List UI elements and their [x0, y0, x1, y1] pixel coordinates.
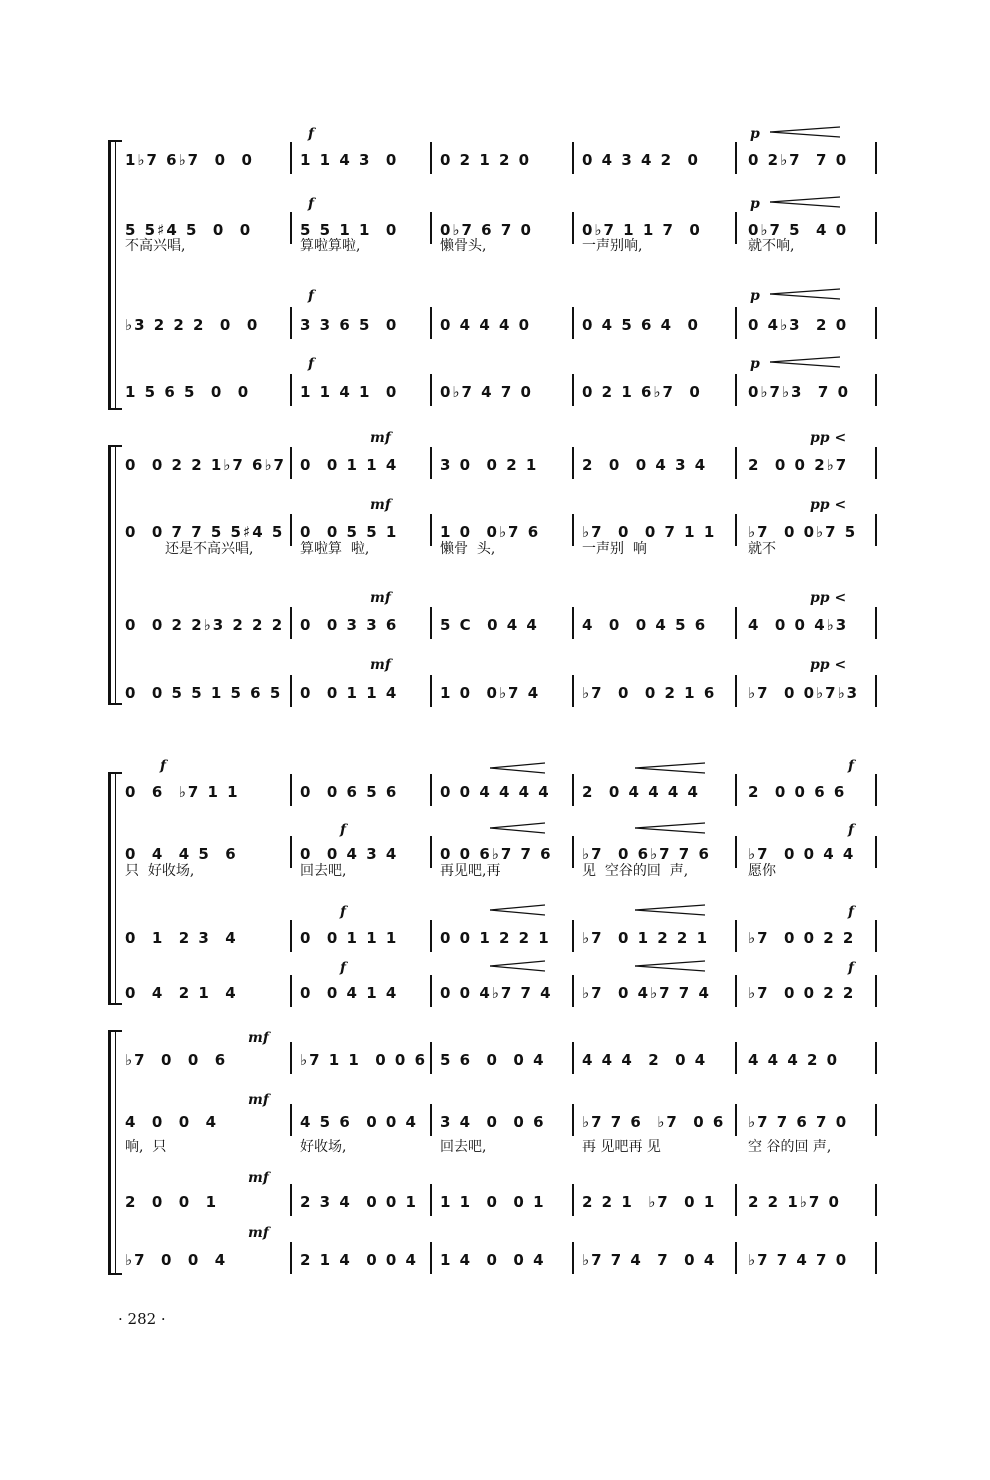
bar-line	[875, 374, 877, 406]
measure: 0 0 1 2 2 1	[440, 929, 551, 947]
measure: 4 5 6 0 0 4	[300, 1113, 418, 1131]
lyric-text: 见 空谷的回 声,	[582, 863, 689, 879]
lyric-text: 就不	[748, 541, 776, 557]
bar-line	[875, 1184, 877, 1216]
measure: 0 0 7 7 5 5♯4 5	[125, 523, 285, 541]
measure: 0 0 2 2 1♭7 6♭7	[125, 456, 286, 474]
measure: 4 4 4 2 0 4	[582, 1051, 708, 1069]
measure: 2 1 4 0 0 4	[300, 1251, 418, 1269]
measure: 0 0 1 1 4	[300, 456, 399, 474]
lyrics-line	[0, 540, 990, 558]
bar-line	[290, 1184, 292, 1216]
measure: 3 3 6 5 0	[300, 316, 399, 334]
measure: 1 5 6 5 0 0	[125, 383, 251, 401]
dynamic-mark-f: f	[848, 904, 855, 920]
bar-line	[735, 1104, 737, 1136]
measure: 2 0 0 4 3 4	[582, 456, 708, 474]
voice-part-2	[0, 522, 990, 542]
measure: 3 0 0 2 1	[440, 456, 539, 474]
dynamic-mark-f: f	[308, 126, 315, 142]
bar-line	[735, 774, 737, 806]
measure: 5 C 0 4 4	[440, 616, 539, 634]
measure: 0 0 4 3 4	[300, 845, 399, 863]
lyric-text: 再 见吧再 见	[582, 1139, 661, 1155]
measure: 5 5♯4 5 0 0	[125, 221, 253, 239]
dynamic-mark-mf: mf	[370, 430, 391, 446]
measure: ♭7 0 0 4 4	[748, 845, 856, 863]
lyric-text: 空 谷的回 声,	[748, 1139, 832, 1155]
measure: ♭7 0 0 2 1 6	[582, 684, 717, 702]
measure: ♭7 0 0 7 1 1	[582, 523, 717, 541]
bar-line	[875, 142, 877, 174]
measure: 0 0 5 5 1	[300, 523, 399, 541]
lyric-text: 懒骨 头,	[440, 541, 496, 557]
bar-line	[875, 975, 877, 1007]
lyric-text: 一声别 响	[582, 541, 647, 557]
voice-part-3	[0, 615, 990, 635]
bar-line	[290, 1042, 292, 1074]
bracket-end	[108, 703, 122, 705]
bar-line	[875, 1042, 877, 1074]
bar-line	[430, 975, 432, 1007]
dynamic-mark-f: f	[308, 356, 315, 372]
measure: ♭7 0 0 2 2	[748, 984, 856, 1002]
dynamic-mark-f: f	[340, 822, 347, 838]
bar-line	[430, 1042, 432, 1074]
bar-line	[290, 447, 292, 479]
lyrics-line	[0, 862, 990, 880]
bracket-end	[108, 140, 122, 142]
lyric-text: 算啦算啦,	[300, 238, 361, 254]
bracket-end	[108, 1030, 122, 1032]
measure: ♭7 0 0 4	[125, 1251, 228, 1269]
measure: 2 0 4 4 4 4	[582, 783, 700, 801]
measure: ♭7 7 4 7 0	[748, 1251, 849, 1269]
measure: 4 0 0 4♭3	[748, 616, 849, 634]
dynamic-mark-f: f	[308, 196, 315, 212]
bar-line	[572, 1042, 574, 1074]
hairpin-icon	[635, 960, 705, 972]
dynamic-mark-mf: mf	[248, 1030, 269, 1046]
dynamic-mark-pp: pp <	[810, 497, 847, 513]
measure: 2 2 1 ♭7 0 1	[582, 1193, 717, 1211]
dynamic-mark-mf: mf	[370, 590, 391, 606]
hairpin-icon	[635, 904, 705, 916]
dynamic-mark-f: f	[848, 758, 855, 774]
lyrics-line	[0, 1138, 990, 1156]
bar-line	[735, 975, 737, 1007]
dynamic-mark-mf: mf	[248, 1092, 269, 1108]
lyric-text: 回去吧,	[440, 1139, 487, 1155]
bar-line	[430, 1242, 432, 1274]
bracket-end	[108, 445, 122, 447]
voice-part-1	[0, 150, 990, 170]
bar-line	[430, 447, 432, 479]
bar-line	[735, 607, 737, 639]
lyrics-line	[0, 237, 990, 255]
bar-line	[290, 920, 292, 952]
bar-line	[735, 920, 737, 952]
bracket-end	[108, 1273, 122, 1275]
dynamic-mark-f: f	[160, 758, 167, 774]
measure: ♭7 7 6 ♭7 0 6	[582, 1113, 726, 1131]
measure: 0 0 6♭7 7 6	[440, 845, 553, 863]
measure: ♭7 0 4♭7 7 4	[582, 984, 711, 1002]
voice-part-3	[0, 928, 990, 948]
lyric-text: 懒骨头,	[440, 238, 487, 254]
measure: 1 4 0 0 4	[440, 1251, 546, 1269]
hairpin-icon	[635, 822, 705, 834]
lyric-text: 只 好收场,	[125, 863, 195, 879]
measure: 0 0 4 4 4 4	[440, 783, 551, 801]
lyric-text: 愿你	[748, 863, 776, 879]
measure: 0 0 5 5 1 5 6 5	[125, 684, 283, 702]
measure: ♭7 0 0♭7♭3	[748, 684, 860, 702]
measure: 0♭7♭3 7 0	[748, 383, 851, 401]
lyric-text: 响, 只	[125, 1139, 167, 1155]
bar-line	[290, 607, 292, 639]
measure: ♭7 7 6 7 0	[748, 1113, 849, 1131]
system-bracket	[108, 445, 116, 705]
measure: 4 4 4 2 0	[748, 1051, 840, 1069]
page-number: · 282 ·	[118, 1310, 166, 1328]
bar-line	[430, 1104, 432, 1136]
measure: 0 0 1 1 1	[300, 929, 399, 947]
measure: 0 0 6 5 6	[300, 783, 399, 801]
bar-line	[290, 975, 292, 1007]
lyric-text: 再见吧,再	[440, 863, 501, 879]
bar-line	[430, 607, 432, 639]
bar-line	[735, 1042, 737, 1074]
bar-line	[875, 607, 877, 639]
bar-line	[430, 374, 432, 406]
measure: ♭7 0 1 2 2 1	[582, 929, 710, 947]
measure: 1 0 0♭7 4	[440, 684, 541, 702]
bar-line	[875, 675, 877, 707]
bar-line	[735, 675, 737, 707]
bar-line	[875, 774, 877, 806]
bar-line	[290, 374, 292, 406]
measure: ♭7 0 0 6	[125, 1051, 228, 1069]
dynamic-mark-pp: pp <	[810, 657, 847, 673]
bracket-end	[108, 408, 122, 410]
dynamic-mark-f: f	[340, 904, 347, 920]
measure: 0 4 2 1 4	[125, 984, 238, 1002]
measure: 0 0 4♭7 7 4	[440, 984, 553, 1002]
lyric-text: 还是不高兴唱,	[165, 541, 254, 557]
dynamic-mark-pp: pp <	[810, 590, 847, 606]
hairpin-icon	[770, 356, 840, 368]
bar-line	[290, 1104, 292, 1136]
bar-line	[430, 774, 432, 806]
bar-line	[430, 142, 432, 174]
measure: 0♭7 6 7 0	[440, 221, 533, 239]
bar-line	[572, 307, 574, 339]
voice-part-3	[0, 315, 990, 335]
bar-line	[290, 142, 292, 174]
lyric-text: 好收场,	[300, 1139, 347, 1155]
dynamic-mark-f: f	[848, 960, 855, 976]
measure: 0 2 1 6♭7 0	[582, 383, 702, 401]
voice-part-4	[0, 382, 990, 402]
bar-line	[572, 1104, 574, 1136]
bar-line	[430, 1184, 432, 1216]
hairpin-icon	[770, 196, 840, 208]
measure: ♭7 7 4 7 0 4	[582, 1251, 717, 1269]
measure: 2 0 0 1	[125, 1193, 219, 1211]
bar-line	[290, 307, 292, 339]
bar-line	[572, 142, 574, 174]
dynamic-mark-p: p	[750, 126, 760, 142]
measure: ♭7 0 0♭7 5	[748, 523, 858, 541]
measure: 0 2 1 2 0	[440, 151, 532, 169]
hairpin-icon	[490, 762, 545, 774]
dynamic-mark-f: f	[308, 288, 315, 304]
measure: 1 1 4 1 0	[300, 383, 399, 401]
measure: 0 4 3 4 2 0	[582, 151, 700, 169]
bar-line	[572, 920, 574, 952]
system-bracket	[108, 140, 116, 410]
voice-part-2	[0, 844, 990, 864]
bar-line	[875, 1242, 877, 1274]
measure: 1 1 0 0 1	[440, 1193, 546, 1211]
bar-line	[875, 920, 877, 952]
measure: 2 3 4 0 0 1	[300, 1193, 418, 1211]
dynamic-mark-p: p	[750, 356, 760, 372]
system-bracket	[108, 772, 116, 1005]
measure: 2 0 0 6 6	[748, 783, 847, 801]
measure: 5 5 1 1 0	[300, 221, 399, 239]
measure: 0 0 3 3 6	[300, 616, 399, 634]
hairpin-icon	[770, 126, 840, 138]
lyric-text: 就不响,	[748, 238, 795, 254]
dynamic-mark-p: p	[750, 196, 760, 212]
bar-line	[572, 374, 574, 406]
voice-part-1	[0, 455, 990, 475]
measure: 0 4 4 5 6	[125, 845, 238, 863]
dynamic-mark-p: p	[750, 288, 760, 304]
measure: 4 0 0 4	[125, 1113, 219, 1131]
measure: 0 0 4 1 4	[300, 984, 399, 1002]
voice-part-3	[0, 1192, 990, 1212]
voice-part-2	[0, 1112, 990, 1132]
bar-line	[290, 774, 292, 806]
lyric-text: 不高兴唱,	[125, 238, 186, 254]
measure: ♭7 1 1 0 0 6	[300, 1051, 428, 1069]
voice-part-4	[0, 983, 990, 1003]
dynamic-mark-f: f	[340, 960, 347, 976]
dynamic-mark-pp: pp <	[810, 430, 847, 446]
measure: 0 0 1 1 4	[300, 684, 399, 702]
voice-part-4	[0, 1250, 990, 1270]
hairpin-icon	[770, 288, 840, 300]
bar-line	[572, 975, 574, 1007]
measure: 2 0 0 2♭7	[748, 456, 849, 474]
bracket-end	[108, 772, 122, 774]
bar-line	[572, 675, 574, 707]
bar-line	[572, 1184, 574, 1216]
dynamic-mark-mf: mf	[248, 1170, 269, 1186]
measure: 0 1 2 3 4	[125, 929, 238, 947]
dynamic-mark-mf: mf	[370, 497, 391, 513]
dynamic-mark-mf: mf	[248, 1225, 269, 1241]
measure: 4 0 0 4 5 6	[582, 616, 708, 634]
voice-part-1	[0, 1050, 990, 1070]
bracket-end	[108, 1003, 122, 1005]
bar-line	[572, 774, 574, 806]
dynamic-mark-f: f	[848, 822, 855, 838]
hairpin-icon	[635, 762, 705, 774]
measure: 0 6 ♭7 1 1	[125, 783, 240, 801]
measure: 0♭7 4 7 0	[440, 383, 533, 401]
bar-line	[572, 607, 574, 639]
measure: 1 0 0♭7 6	[440, 523, 541, 541]
bar-line	[430, 307, 432, 339]
hairpin-icon	[490, 822, 545, 834]
lyric-text: 一声别响,	[582, 238, 643, 254]
measure: 5 6 0 0 4	[440, 1051, 546, 1069]
measure: ♭7 0 0 2 2	[748, 929, 856, 947]
measure: 0 4 4 4 0	[440, 316, 532, 334]
measure: 2 2 1♭7 0	[748, 1193, 841, 1211]
bar-line	[875, 307, 877, 339]
hairpin-icon	[490, 904, 545, 916]
bar-line	[290, 1242, 292, 1274]
measure: 0♭7 5 4 0	[748, 221, 849, 239]
bar-line	[290, 675, 292, 707]
bar-line	[735, 374, 737, 406]
bar-line	[430, 920, 432, 952]
bar-line	[735, 1184, 737, 1216]
bar-line	[572, 1242, 574, 1274]
measure: 0 4♭3 2 0	[748, 316, 849, 334]
voice-part-4	[0, 683, 990, 703]
measure: 1 1 4 3 0	[300, 151, 399, 169]
measure: ♭3 2 2 2 0 0	[125, 316, 260, 334]
bar-line	[875, 447, 877, 479]
bar-line	[735, 142, 737, 174]
bar-line	[572, 447, 574, 479]
measure: 0 0 2 2♭3 2 2 2	[125, 616, 285, 634]
measure: 0 4 5 6 4 0	[582, 316, 700, 334]
lyric-text: 回去吧,	[300, 863, 347, 879]
measure: 3 4 0 0 6	[440, 1113, 546, 1131]
measure: 0 2♭7 7 0	[748, 151, 849, 169]
hairpin-icon	[490, 960, 545, 972]
measure: 0♭7 1 1 7 0	[582, 221, 702, 239]
bar-line	[735, 447, 737, 479]
measure: ♭7 0 6♭7 7 6	[582, 845, 711, 863]
bar-line	[735, 307, 737, 339]
bar-line	[875, 1104, 877, 1136]
dynamic-mark-mf: mf	[370, 657, 391, 673]
lyric-text: 算啦算 啦,	[300, 541, 370, 557]
voice-part-1	[0, 782, 990, 802]
measure: 1♭7 6♭7 0 0	[125, 151, 254, 169]
bar-line	[430, 675, 432, 707]
bar-line	[735, 1242, 737, 1274]
